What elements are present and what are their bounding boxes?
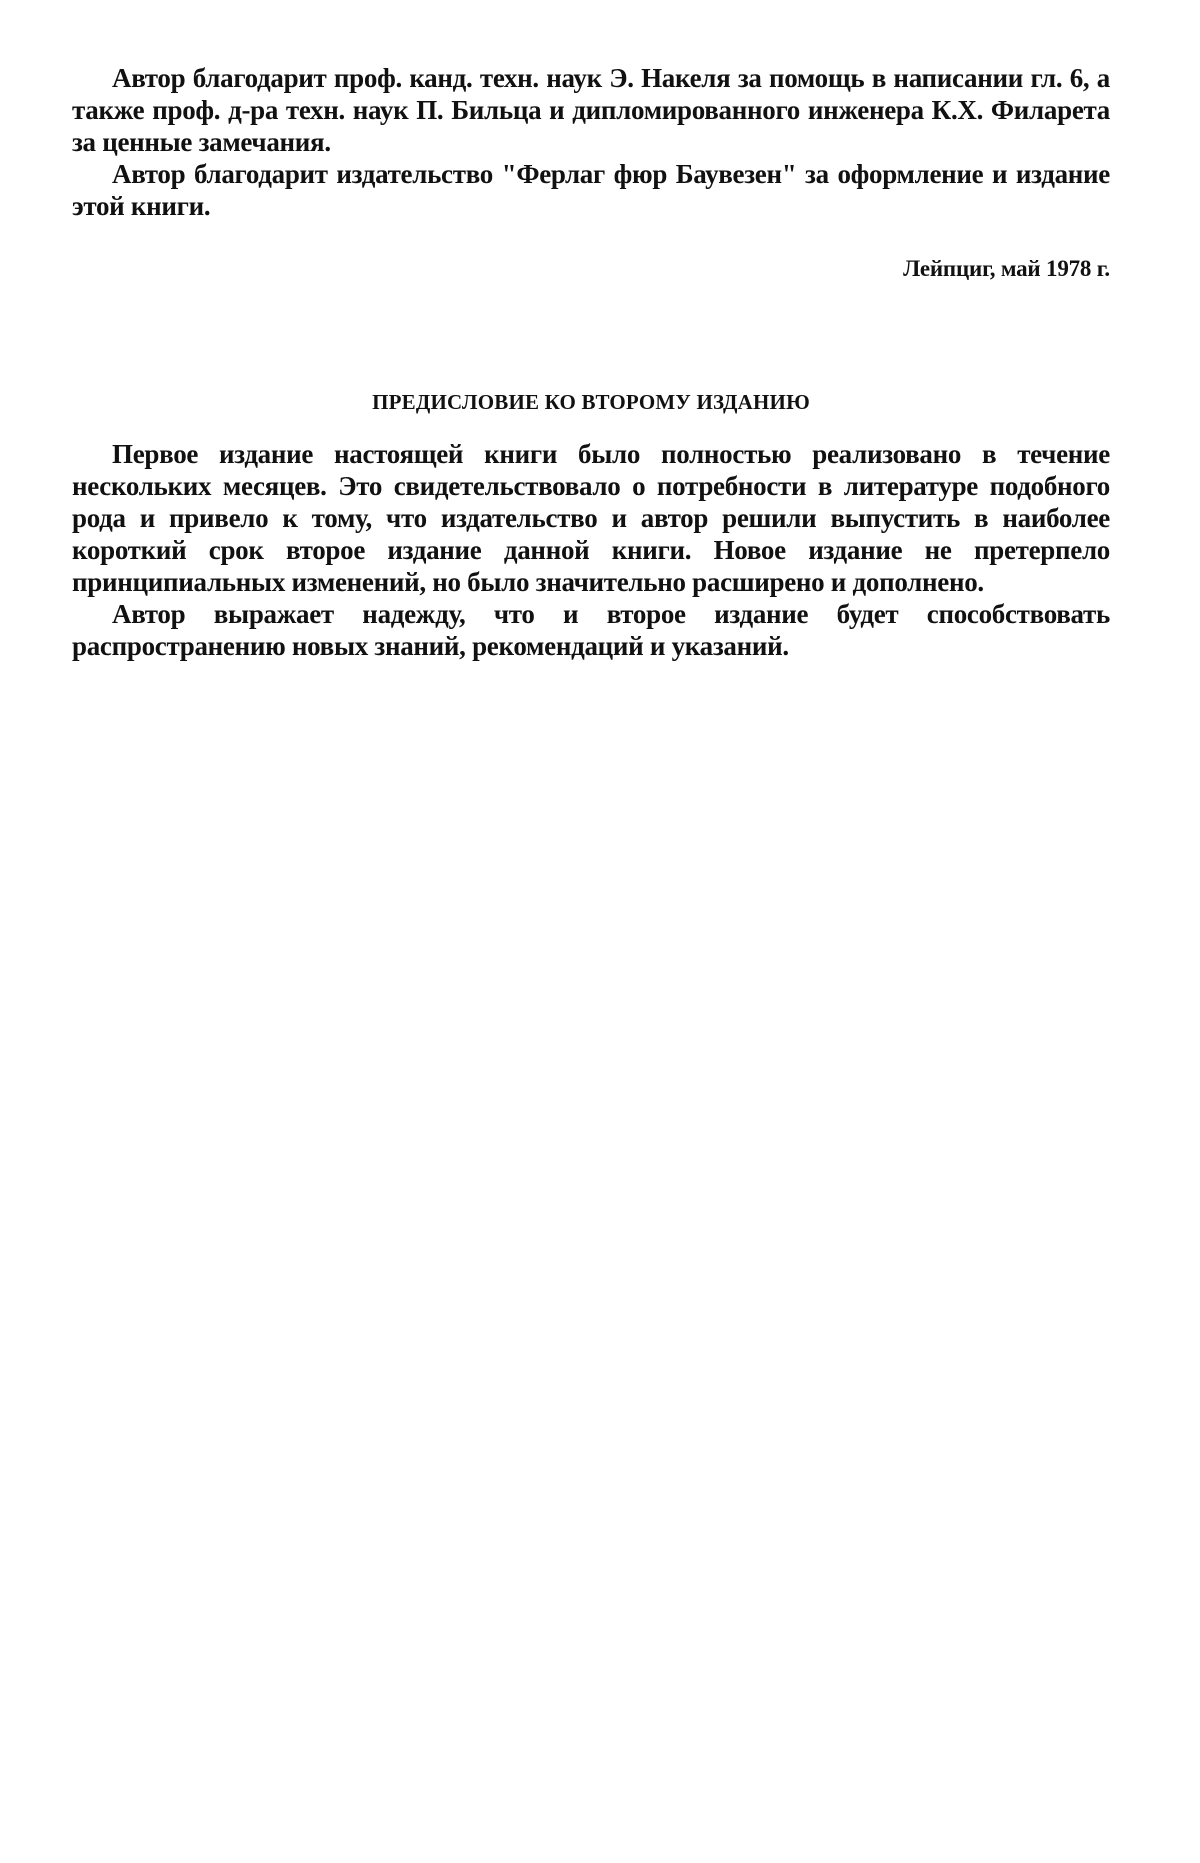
section-heading: ПРЕДИСЛОВИЕ КО ВТОРОМУ ИЗДАНИЮ xyxy=(372,390,810,414)
place-date-signoff: Лейпциг, май 1978 г. xyxy=(903,256,1110,281)
preface-paragraph-1: Первое издание настоящей книги было полностью реализовано в течение нескольких месяцев. Это свидетельствовало о потребности в литературе подобного рода и привело к тому, что издательство и автор решили выпустить в наиболее короткий срок второе издание данной книги. Новое издание не претерпело принципиальных изменений, но было значительно расширено и дополнено. xyxy=(72,439,1110,597)
acknowledgement-paragraph-1: Автор благодарит проф. канд. техн. наук Э. Накеля за помощь в написании гл. 6, а также проф. д-ра техн. наук П. Бильца и дипломированного инженера К.Х. Филарета за ценные замечания. xyxy=(72,63,1110,157)
document-page xyxy=(72,62,1110,662)
acknowledgements-section xyxy=(72,62,1110,284)
preface-paragraph-2: Автор выражает надежду, что и второе издание будет способствовать распространению новых знаний, рекомендаций и указаний. xyxy=(72,599,1110,661)
second-edition-preface-section xyxy=(72,388,1110,662)
section-body xyxy=(72,438,1110,662)
acknowledgement-paragraph-2: Автор благодарит издательство "Ферлаг фюр Баувезен" за оформление и издание этой книги. xyxy=(72,159,1110,221)
